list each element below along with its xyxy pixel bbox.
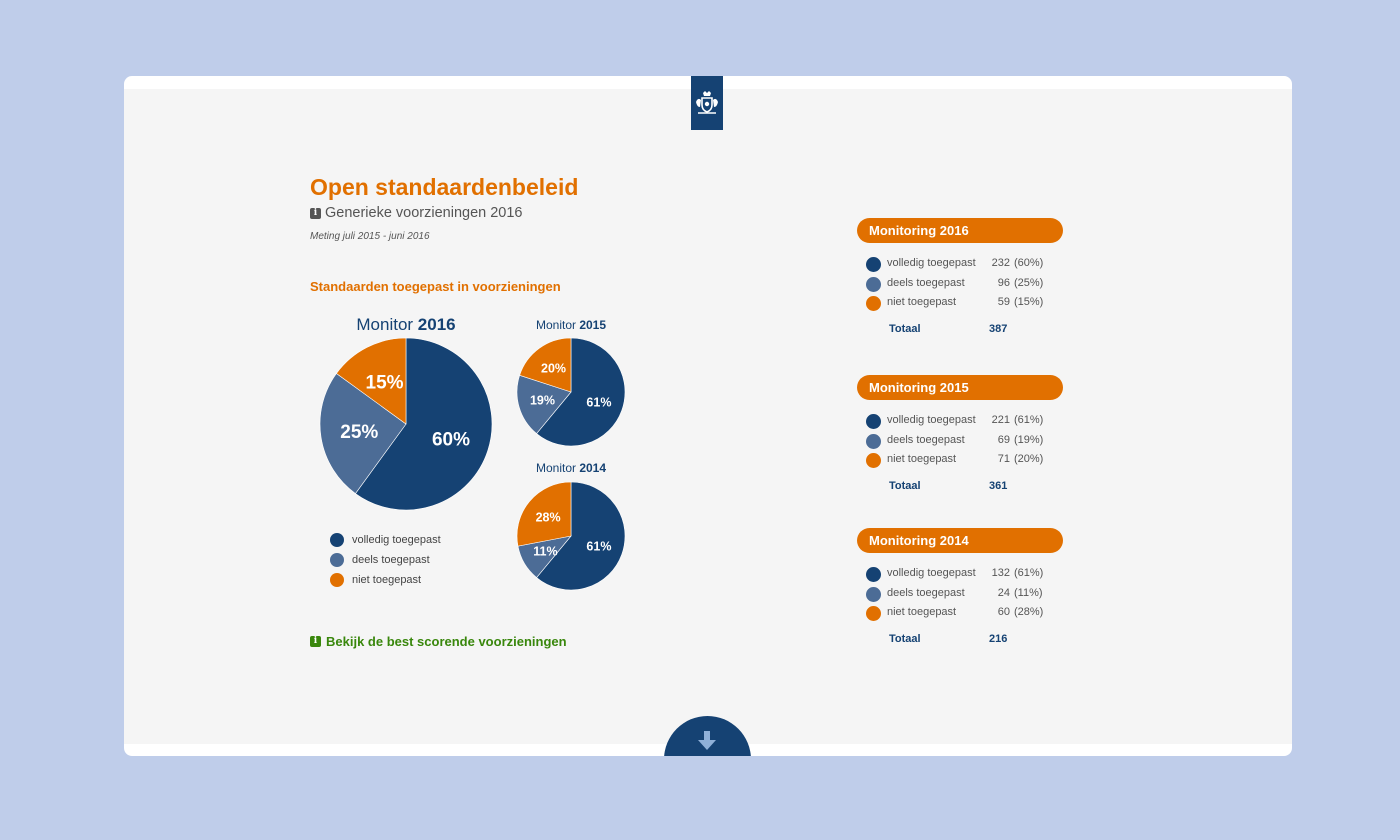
row-label: deels toegepast (887, 586, 965, 599)
status-dot (866, 567, 881, 582)
status-dot (866, 453, 881, 468)
total-value: 216 (989, 632, 1008, 645)
best-scoring-link-label: Bekijk de best scorende voorzieningen (326, 634, 567, 649)
pie-label-volledig-2016: 60% (431, 429, 471, 451)
row-count: 24 (997, 586, 1010, 599)
chart-title-2016: Monitor 2016 (356, 315, 456, 334)
panel-title: Monitoring 2016 (857, 218, 1063, 243)
panel-row-volledig (857, 254, 1063, 274)
row-percent: (60%) (1014, 257, 1044, 269)
pie-label-niet-2015: 20% (541, 361, 567, 376)
info-icon[interactable]: i (310, 208, 321, 219)
pie-label-deels-2016: 25% (340, 422, 379, 444)
total-value: 361 (989, 479, 1008, 492)
pie-label-volledig-2014: 61% (586, 539, 612, 554)
chart-title-2014: Monitor 2014 (535, 461, 607, 475)
status-dot (866, 606, 881, 621)
monitoring-panel-2016 (857, 218, 1063, 343)
measurement-period: Meting juli 2015 - juni 2016 (310, 231, 430, 242)
status-dot (866, 277, 881, 292)
info-icon: i (310, 636, 321, 647)
best-scoring-link[interactable] (310, 634, 567, 649)
legend-swatch-volledig (330, 533, 344, 547)
row-count: 69 (997, 433, 1010, 446)
arrow-down-icon (697, 730, 717, 752)
pie-label-volledig-2015: 61% (586, 395, 612, 410)
row-count: 59 (997, 296, 1010, 308)
pie-legend (330, 530, 441, 590)
status-dot (866, 414, 881, 429)
row-count: 132 (991, 567, 1010, 579)
row-label: niet toegepast (887, 296, 957, 308)
row-label: niet toegepast (887, 606, 957, 618)
row-percent: (15%) (1014, 296, 1044, 308)
panel-total (857, 480, 1063, 500)
row-count: 221 (991, 414, 1010, 426)
pie-charts (124, 76, 1292, 756)
total-label: Totaal (889, 479, 921, 492)
panel-title: Monitoring 2014 (857, 528, 1063, 553)
row-count: 71 (997, 453, 1010, 465)
legend-label: volledig toegepast (352, 534, 441, 546)
total-value: 387 (989, 322, 1008, 335)
legend-item-volledig (330, 530, 441, 550)
pie-label-niet-2016: 15% (365, 372, 404, 394)
row-label: volledig toegepast (887, 567, 976, 579)
row-percent: (25%) (1014, 276, 1044, 289)
legend-label: niet toegepast (352, 574, 422, 586)
page-title: Open standaardenbeleid (310, 174, 579, 200)
status-dot (866, 587, 881, 602)
row-label: niet toegepast (887, 453, 957, 465)
pie-label-deels-2014: 11% (533, 544, 558, 559)
row-percent: (20%) (1014, 453, 1044, 465)
pie-label-niet-2014: 28% (535, 510, 561, 525)
row-label: volledig toegepast (887, 257, 976, 269)
row-percent: (61%) (1014, 567, 1044, 579)
row-percent: (28%) (1014, 606, 1044, 618)
monitoring-panel-2014 (857, 528, 1063, 653)
legend-swatch-deels (330, 553, 344, 567)
subtitle-text: Generieke voorzieningen 2016 (325, 205, 523, 221)
panel-row-volledig (857, 411, 1063, 431)
panel-row-deels (857, 584, 1063, 604)
row-count: 232 (991, 257, 1010, 269)
legend-item-deels (330, 550, 441, 570)
chart-title-2015: Monitor 2015 (535, 318, 607, 332)
monitoring-panel-2015 (857, 375, 1063, 500)
row-label: deels toegepast (887, 276, 965, 289)
pie-label-deels-2015: 19% (529, 393, 555, 408)
status-dot (866, 257, 881, 272)
panel-total (857, 633, 1063, 653)
panel-row-niet (857, 603, 1063, 623)
row-percent: (11%) (1014, 586, 1043, 599)
legend-item-niet (330, 570, 441, 590)
panel-row-deels (857, 431, 1063, 451)
panel-row-deels (857, 274, 1063, 294)
row-label: deels toegepast (887, 433, 965, 446)
panel-total (857, 323, 1063, 343)
panel-row-niet (857, 293, 1063, 313)
status-dot (866, 296, 881, 311)
row-label: volledig toegepast (887, 414, 976, 426)
panel-title: Monitoring 2015 (857, 375, 1063, 400)
status-dot (866, 434, 881, 449)
content-card (124, 76, 1292, 756)
row-count: 96 (997, 276, 1010, 289)
total-label: Totaal (889, 632, 921, 645)
panel-row-volledig (857, 564, 1063, 584)
section-heading: Standaarden toegepast in voorzieningen (310, 279, 561, 294)
total-label: Totaal (889, 322, 921, 335)
row-percent: (19%) (1014, 433, 1044, 446)
legend-label: deels toegepast (352, 554, 430, 566)
row-percent: (61%) (1014, 414, 1044, 426)
legend-swatch-niet (330, 573, 344, 587)
row-count: 60 (997, 606, 1010, 618)
panel-row-niet (857, 450, 1063, 470)
